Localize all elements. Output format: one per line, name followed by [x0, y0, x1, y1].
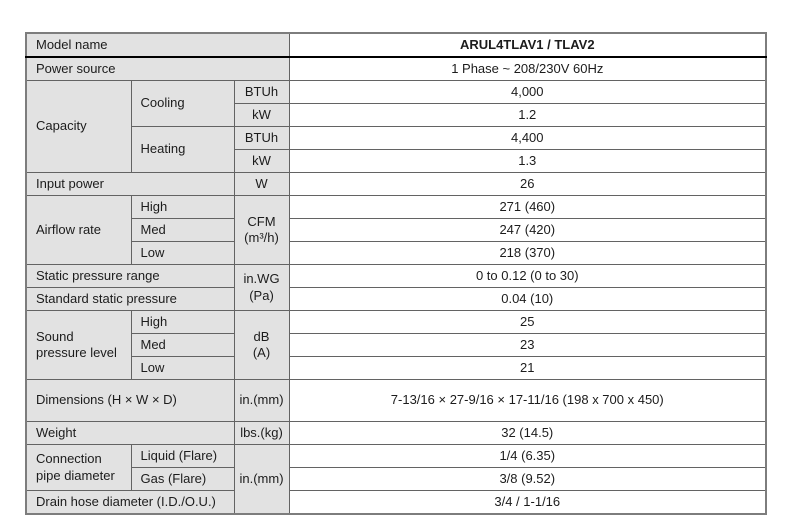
capacity-heating-label: Heating [131, 127, 234, 173]
airflow-high-label: High [131, 196, 234, 219]
airflow-low-label: Low [131, 242, 234, 265]
row-sound-low [26, 357, 766, 380]
airflow-high-value: 271 (460) [289, 196, 766, 219]
row-pipe-liquid [26, 445, 766, 468]
row-standard-static-pressure [26, 288, 766, 311]
input-power-unit: W [234, 173, 289, 196]
pipe-liquid-value: 1/4 (6.35) [289, 445, 766, 468]
capacity-heating-btuh-unit: BTUh [234, 127, 289, 150]
airflow-rate-label: Airflow rate [26, 196, 131, 265]
capacity-heating-kw-unit: kW [234, 150, 289, 173]
sound-med-label: Med [131, 334, 234, 357]
row-airflow-low [26, 242, 766, 265]
sound-low-label: Low [131, 357, 234, 380]
row-capacity-cooling-btuh [26, 81, 766, 104]
airflow-unit-line2: (m³/h) [244, 230, 279, 245]
airflow-unit [234, 196, 289, 265]
sound-low-value: 21 [289, 357, 766, 380]
power-source-value: 1 Phase ~ 208/230V 60Hz [289, 57, 766, 81]
row-airflow-high [26, 196, 766, 219]
dimensions-unit: in.(mm) [234, 380, 289, 422]
model-name-label: Model name [26, 33, 289, 57]
dimensions-value: 7-13/16 × 27-9/16 × 17-11/16 (198 x 700 x 450) [289, 380, 766, 422]
connection-pipe-label: Connection pipe diameter [26, 445, 131, 491]
static-pressure-unit-line1: in.WG [243, 271, 280, 287]
sound-pressure-label: Sound pressure level [26, 311, 131, 380]
capacity-cooling-btuh-value: 4,000 [289, 81, 766, 104]
row-model-name [26, 33, 766, 57]
row-drain-hose [26, 491, 766, 515]
static-pressure-range-value: 0 to 0.12 (0 to 30) [289, 265, 766, 288]
row-weight [26, 422, 766, 445]
capacity-cooling-label: Cooling [131, 81, 234, 127]
capacity-cooling-kw-value: 1.2 [289, 104, 766, 127]
capacity-heating-btuh-value: 4,400 [289, 127, 766, 150]
row-dimensions [26, 380, 766, 422]
pipe-gas-value: 3/8 (9.52) [289, 468, 766, 491]
weight-value: 32 (14.5) [289, 422, 766, 445]
connection-pipe-unit: in.(mm) [234, 445, 289, 515]
row-sound-med [26, 334, 766, 357]
drain-hose-label: Drain hose diameter (I.D./O.U.) [26, 491, 234, 515]
drain-hose-value: 3/4 / 1-1/16 [289, 491, 766, 515]
standard-static-pressure-label: Standard static pressure [26, 288, 234, 311]
row-capacity-heating-btuh [26, 127, 766, 150]
input-power-value: 26 [289, 173, 766, 196]
airflow-med-label: Med [131, 219, 234, 242]
pipe-gas-label: Gas (Flare) [131, 468, 234, 491]
row-airflow-med [26, 219, 766, 242]
sound-pressure-unit-line2: (A) [252, 345, 271, 360]
power-source-label: Power source [26, 57, 289, 81]
sound-high-value: 25 [289, 311, 766, 334]
sound-med-value: 23 [289, 334, 766, 357]
standard-static-pressure-value: 0.04 (10) [289, 288, 766, 311]
sound-high-label: High [131, 311, 234, 334]
model-name-value: ARUL4TLAV1 / TLAV2 [289, 33, 766, 57]
row-input-power [26, 173, 766, 196]
static-pressure-unit [234, 265, 289, 311]
airflow-med-value: 247 (420) [289, 219, 766, 242]
static-pressure-unit-line2: (Pa) [249, 287, 274, 303]
capacity-heating-kw-value: 1.3 [289, 150, 766, 173]
airflow-low-value: 218 (370) [289, 242, 766, 265]
row-pipe-gas [26, 468, 766, 491]
capacity-label: Capacity [26, 81, 131, 173]
sound-pressure-unit-line1: dB [253, 328, 270, 344]
airflow-unit-line1: CFM [247, 213, 276, 229]
row-static-pressure-range [26, 265, 766, 288]
weight-label: Weight [26, 422, 234, 445]
input-power-label: Input power [26, 173, 234, 196]
spec-table [25, 32, 767, 515]
capacity-cooling-btuh-unit: BTUh [234, 81, 289, 104]
pipe-liquid-label: Liquid (Flare) [131, 445, 234, 468]
capacity-cooling-kw-unit: kW [234, 104, 289, 127]
static-pressure-range-label: Static pressure range [26, 265, 234, 288]
sound-pressure-unit [234, 311, 289, 380]
weight-unit: lbs.(kg) [234, 422, 289, 445]
row-sound-high [26, 311, 766, 334]
row-power-source [26, 57, 766, 81]
dimensions-label: Dimensions (H × W × D) [26, 380, 234, 422]
